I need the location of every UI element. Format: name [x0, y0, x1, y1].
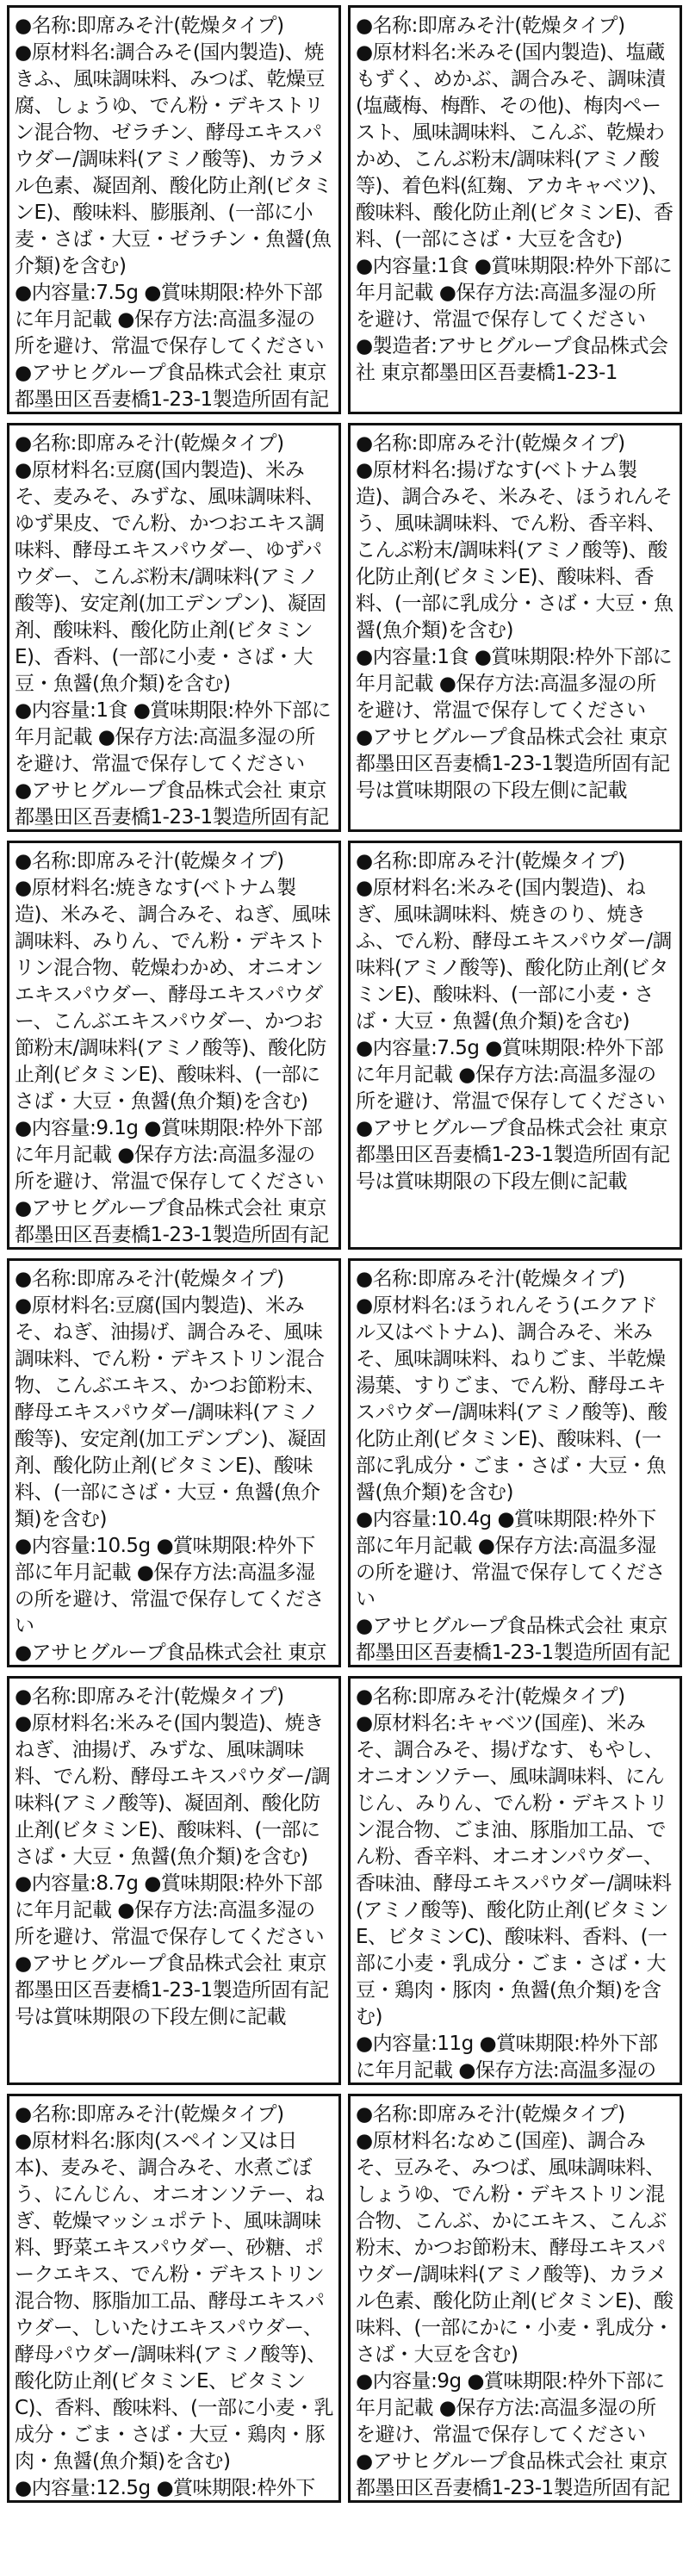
ingredients: ●原材料名:なめこ(国産)、調合みそ、豆みそ、みつば、風味調味料、しょうゆ、でん粉・デキストリン混合物、こんぶ、かにエキス、こんぶ粉末、かつお節粉末、酵母エキスパウダー/調味料(アミノ酸等)、カラメル色素、酸化防止剤(ビタミンE)、酸味料、(一部にかに・小麦・乳成分・さば・大豆を含む): [356, 2130, 673, 2366]
label-card-3: [7, 423, 341, 832]
ingredients: ●原材料名:調合みそ(国内製造)、焼きふ、風味調味料、みつば、乾燥豆腐、しょうゆ、でん粉・デキストリン混合物、ゼラチン、酵母エキスパウダー/調味料(アミノ酸等)、カラメル色素、凝固剤、酸化防止剤(ビタミンE)、酸味料、膨脹剤、(一部に小麦・さば・大豆・ゼラチン・魚醤(魚介類)を含む): [15, 41, 332, 277]
content-and-storage: ●内容量:1食 ●賞味期限:枠外下部に年月記載 ●保存方法:高温多湿の所を避け、常温で保存してください: [15, 699, 332, 775]
ingredients: ●原材料名:揚げなす(ベトナム製造)、調合みそ、米みそ、ほうれんそう、風味調味料、でん粉、香辛料、こんぶ粉末/調味料(アミノ酸等)、酸化防止剤(ビタミンE)、酸味料、香料、(一部に乳成分・さば・大豆・魚醤(魚介類)を含む): [356, 459, 673, 642]
content-and-storage: ●内容量:10.5g ●賞味期限:枠外下部に年月記載 ●保存方法:高温多湿の所を避け、常温で保存してください: [15, 1535, 325, 1637]
content-and-storage: ●内容量:8.7g ●賞味期限:枠外下部に年月記載 ●保存方法:高温多湿の所を避け、常温で保存してください: [15, 1872, 325, 1948]
ingredients: ●原材料名:米みそ(国内製造)、塩蔵もずく、めかぶ、調合みそ、調味漬(塩蔵梅、梅酢、その他)、梅肉ペースト、風味調味料、こんぶ、乾燥わかめ、こんぶ粉末/調味料(アミノ酸等)、着色料(紅麹、アカキャベツ)、酸味料、酸化防止剤(ビタミンE)、香料、(一部にさば・大豆を含む): [356, 41, 673, 251]
product-name: ●名称:即席みそ汁(乾燥タイプ): [15, 2103, 284, 2126]
ingredients: ●原材料名:豚肉(スペイン又は日本)、麦みそ、調合みそ、水煮ごぼう、にんじん、オニオンソテー、ねぎ、乾燥マッシュポテト、風味調味料、野菜エキスパウダー、砂糖、ポークエキス、でん粉・デキストリン混合物、豚脂加工品、酵母エキスパウダー、しいたけエキスパウダー、酵母パウダー/調味料(アミノ酸等)、酸化防止剤(ビタミンE、ビタミンC)、香料、酸味料、(一部に小麦・乳成分・ごま・さば・大豆・鶏肉・豚肉・魚醤(魚介類)を含む): [15, 2130, 334, 2473]
content-and-storage: ●内容量:1食 ●賞味期限:枠外下部に年月記載 ●保存方法:高温多湿の所を避け、常温で保存してください: [356, 646, 673, 722]
manufacturer: ●アサヒグループ食品株式会社 東京都墨田区吾妻橋1-23-1製造所固有記: [356, 1615, 670, 1664]
content-and-storage: ●内容量:7.5g ●賞味期限:枠外下部に年月記載 ●保存方法:高温多湿の所を避け、常温で保存してください: [356, 1037, 666, 1113]
product-name: ●名称:即席みそ汁(乾燥タイプ): [15, 1685, 284, 1708]
product-name: ●名称:即席みそ汁(乾燥タイプ): [356, 1268, 625, 1290]
label-card-10: [348, 1676, 682, 2085]
product-name: ●名称:即席みそ汁(乾燥タイプ): [15, 850, 284, 872]
label-card-2: [348, 5, 682, 414]
ingredients: ●原材料名:焼きなす(ベトナム製造)、米みそ、調合みそ、ねぎ、風味調味料、みりん、でん粉・デキストリン混合物、乾燥わかめ、オニオンエキスパウダー、酵母エキスパウダー、こんぶエキスパウダー、かつお節粉末/調味料(アミノ酸等)、酸化防止剤(ビタミンE)、酸味料、(一部にさば・大豆・魚醤(魚介類)を含む): [15, 877, 331, 1113]
manufacturer: ●アサヒグループ食品株式会社 東京都墨田区吾妻橋1-23-1製造所固有記号は賞味期限の下段左側に記載: [15, 1952, 329, 2028]
label-card-6: [348, 841, 682, 1250]
product-name: ●名称:即席みそ汁(乾燥タイプ): [15, 15, 284, 37]
label-card-4: [348, 423, 682, 832]
ingredients: ●原材料名:米みそ(国内製造)、焼きねぎ、油揚げ、みずな、風味調味料、でん粉、酵母エキスパウダー/調味料(アミノ酸等)、凝固剤、酸化防止剤(ビタミンE)、酸味料、(一部にさば・大豆・魚醤(魚介類)を含む): [15, 1712, 331, 1868]
label-card-9: [7, 1676, 341, 2085]
ingredients: ●原材料名:キャベツ(国産)、米みそ、調合みそ、揚げなす、もやし、オニオンソテー、風味調味料、にんじん、みりん、でん粉・デキストリン混合物、ごま油、豚脂加工品、でん粉、香辛料、オニオンパウダー、香味油、酵母エキスパウダー/調味料(アミノ酸等)、酸化防止剤(ビタミンE、ビタミンC)、酸味料、香料、(一部に小麦・乳成分・ごま・さば・大豆・鶏肉・豚肉・魚醤(魚介類)を含む): [356, 1712, 672, 2028]
label-card-12: [348, 2094, 682, 2503]
product-name: ●名称:即席みそ汁(乾燥タイプ): [356, 850, 625, 872]
ingredients: ●原材料名:豆腐(国内製造)、米みそ、ねぎ、油揚げ、調合みそ、風味調味料、でん粉・デキストリン混合物、こんぶエキス、かつお節粉末、酵母エキスパウダー/調味料(アミノ酸等)、安定剤(加工デンプン)、凝固剤、酸化防止剤(ビタミンE)、酸味料、(一部にさば・大豆・魚醤(魚介類)を含む): [15, 1294, 326, 1530]
product-name: ●名称:即席みそ汁(乾燥タイプ): [15, 432, 284, 455]
ingredients: ●原材料名:豆腐(国内製造)、米みそ、麦みそ、みずな、風味調味料、ゆず果皮、でん粉、かつおエキス調味料、酵母エキスパウダー、ゆずパウダー、こんぶ粉末/調味料(アミノ酸等)、安定剤(加工デンプン)、凝固剤、酸味料、酸化防止剤(ビタミンE)、香料、(一部に小麦・さば・大豆・魚醤(魚介類)を含む): [15, 459, 326, 695]
content-and-storage: ●内容量:1食 ●賞味期限:枠外下部に年月記載 ●保存方法:高温多湿の所を避け、常温で保存してください: [356, 255, 673, 331]
label-card-5: [7, 841, 341, 1250]
content-and-storage: ●内容量:11g ●賞味期限:枠外下部に年月記載 ●保存方法:高温多湿の: [356, 2033, 658, 2082]
ingredients: ●原材料名:米みそ(国内製造)、ねぎ、風味調味料、焼きのり、焼きふ、でん粉、酵母エキスパウダー/調味料(アミノ酸等)、酸化防止剤(ビタミンE)、酸味料、(一部に小麦・さば・大豆・魚醤(魚介類)を含む): [356, 877, 673, 1033]
content-and-storage: ●内容量:9g ●賞味期限:枠外下部に年月記載 ●保存方法:高温多湿の所を避け、常温で保存してください: [356, 2370, 665, 2446]
manufacturer: ●製造者:アサヒグループ食品株式会社 東京都墨田区吾妻橋1-23-1: [356, 335, 668, 384]
product-name: ●名称:即席みそ汁(乾燥タイプ): [356, 1685, 625, 1708]
manufacturer: ●アサヒグループ食品株式会社 東京都墨田区吾妻橋1-23-1製造所固有記号は賞味期限の下段左側に記載: [356, 1117, 670, 1193]
content-and-storage: ●内容量:10.4g ●賞味期限:枠外下部に年月記載 ●保存方法:高温多湿の所を避け、常温で保存してください: [356, 1508, 666, 1611]
manufacturer: ●アサヒグループ食品株式会社 東京: [15, 1642, 327, 1664]
label-card-7: [7, 1258, 341, 1667]
manufacturer: ●アサヒグループ食品株式会社 東京都墨田区吾妻橋1-23-1製造所固有記: [356, 2450, 670, 2499]
content-and-storage: ●内容量:9.1g ●賞味期限:枠外下部に年月記載 ●保存方法:高温多湿の所を避け、常温で保存してください: [15, 1117, 325, 1193]
product-name: ●名称:即席みそ汁(乾燥タイプ): [356, 2103, 625, 2126]
label-card-11: [7, 2094, 341, 2503]
label-card-1: [7, 5, 341, 414]
product-name: ●名称:即席みそ汁(乾燥タイプ): [356, 432, 625, 455]
manufacturer: ●アサヒグループ食品株式会社 東京都墨田区吾妻橋1-23-1製造所固有記: [15, 362, 329, 411]
manufacturer: ●アサヒグループ食品株式会社 東京都墨田区吾妻橋1-23-1製造所固有記: [15, 1197, 329, 1246]
manufacturer: ●アサヒグループ食品株式会社 東京都墨田区吾妻橋1-23-1製造所固有記号は賞味期限の下段左側に記載: [356, 726, 670, 802]
product-name: ●名称:即席みそ汁(乾燥タイプ): [356, 15, 625, 37]
ingredients: ●原材料名:ほうれんそう(エクアドル又はベトナム)、調合みそ、米みそ、風味調味料、ねりごま、半乾燥湯葉、すりごま、でん粉、酵母エキスパウダー/調味料(アミノ酸等)、酸化防止剤(ビタミンE)、酸味料、(一部に乳成分・ごま・さば・大豆・魚醤(魚介類)を含む): [356, 1294, 667, 1504]
product-name: ●名称:即席みそ汁(乾燥タイプ): [15, 1268, 284, 1290]
content-and-storage: ●内容量:12.5g ●賞味期限:枠外下: [15, 2477, 315, 2499]
content-and-storage: ●内容量:7.5g ●賞味期限:枠外下部に年月記載 ●保存方法:高温多湿の所を避け、常温で保存してください: [15, 282, 325, 357]
label-card-8: [348, 1258, 682, 1667]
manufacturer: ●アサヒグループ食品株式会社 東京都墨田区吾妻橋1-23-1製造所固有記: [15, 779, 329, 829]
